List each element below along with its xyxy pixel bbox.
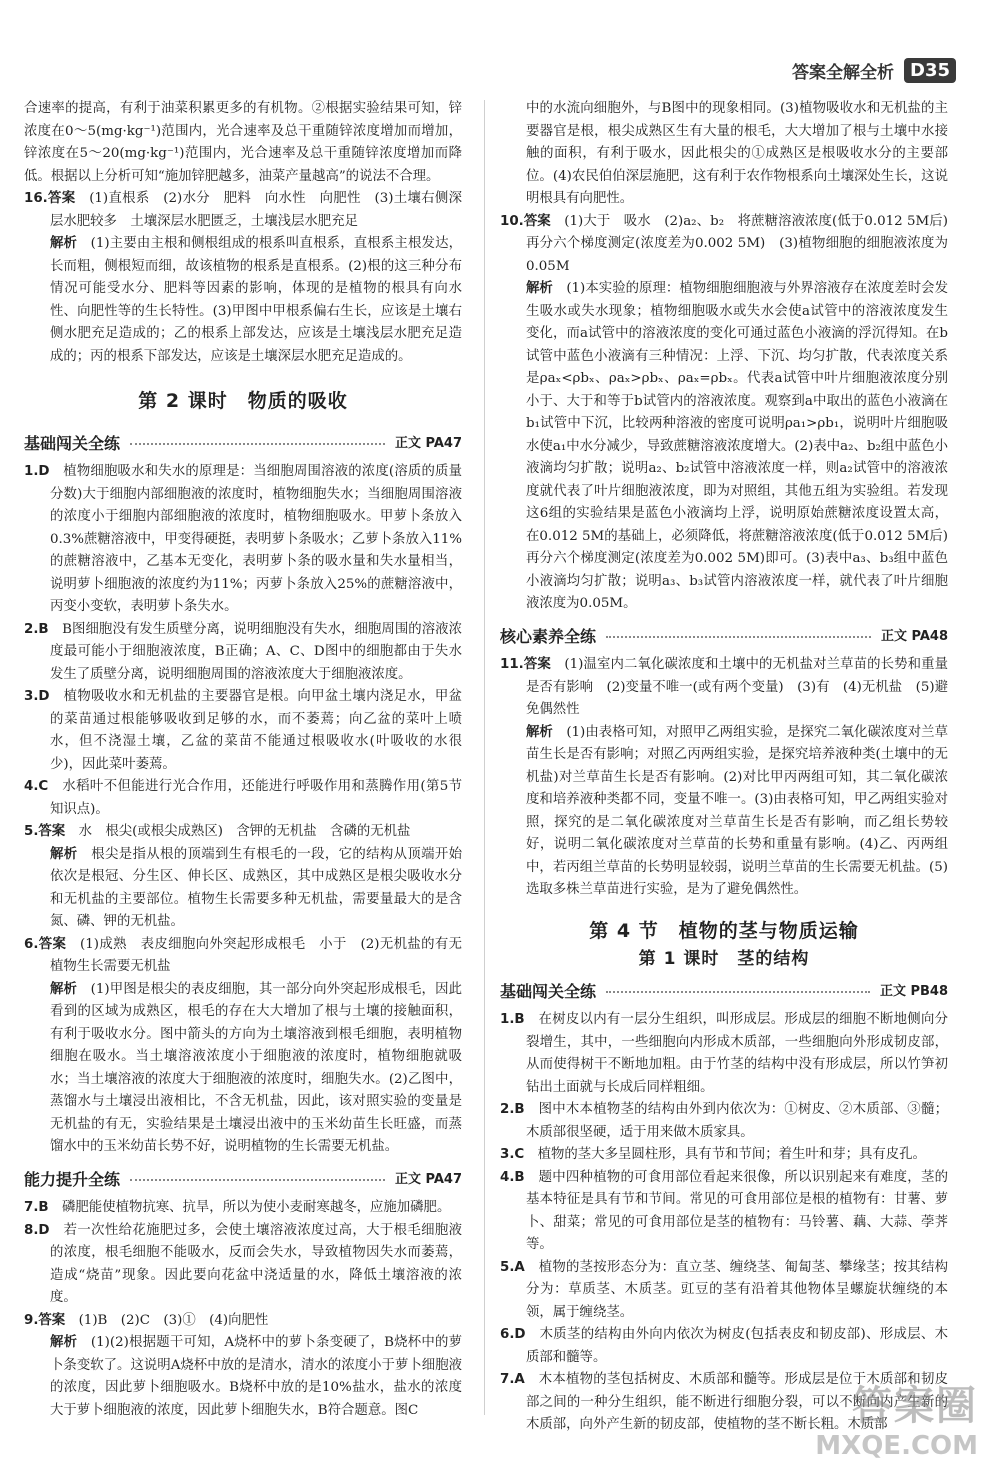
analysis-label: 解析 bbox=[50, 981, 78, 997]
watermark-logo: 答案圈 bbox=[852, 1383, 978, 1429]
analysis-text: 根尖是指从根的顶端到生有根毛的一段，它的结构从顶端开始依次是根冠、分生区、伸长区、成熟区，其中成熟区是根尖吸收水分和无机盐的主要部位。植物生长需要多种无机盐，需要量最大的是含氮、磷、钾的无机盐。 bbox=[50, 846, 463, 929]
analysis-label: 解析 bbox=[526, 724, 553, 740]
q-number: 1.D bbox=[24, 464, 50, 479]
answer-label: 答案 bbox=[38, 936, 67, 952]
analysis-10 bbox=[500, 278, 948, 616]
answer-text: (1)成熟 表皮细胞向外突起形成根毛 小于 (2)无机盐的有无 植物生长需要无机盐 bbox=[50, 936, 476, 974]
q-number: 9. bbox=[24, 1312, 39, 1328]
question-r4 bbox=[500, 1167, 948, 1257]
analysis-label: 解析 bbox=[526, 281, 553, 296]
q-text: 图中木本植物茎的结构由外到内依次为：①树皮、②木质部、③髓；木质部很坚硬，适于用来做木质家具。 bbox=[526, 1102, 949, 1140]
question-r3 bbox=[500, 1144, 948, 1167]
section-dotted-line bbox=[130, 443, 385, 445]
analysis-9 bbox=[24, 1332, 462, 1422]
analysis-11 bbox=[500, 722, 948, 902]
analysis-text: (1)(2)根据题干可知，A烧杯中的萝卜条变硬了，B烧杯中的萝卜条变软了。这说明A烧杯中放的是清水，清水的浓度小于萝卜细胞液的浓度，因此萝卜细胞吸水。B烧杯中放的是10%盐水，盐水的浓度大于萝卜细胞液的浓度，因此萝卜细胞失水，B符合题意。图C bbox=[50, 1335, 463, 1418]
section-header-basic-2 bbox=[500, 981, 948, 1004]
analysis-5 bbox=[24, 844, 462, 934]
q-number: 10. bbox=[500, 213, 524, 229]
section-title: 第 4 节 植物的茎与物质运输 bbox=[589, 919, 859, 942]
q-number: 3.D bbox=[24, 689, 50, 704]
q-number: 11. bbox=[500, 657, 524, 672]
answer-label: 答案 bbox=[523, 657, 551, 672]
section-ref: 正文 PA47 bbox=[394, 1171, 462, 1187]
q-number: 7.B bbox=[24, 1200, 49, 1215]
question-r5 bbox=[500, 1257, 948, 1325]
header-title: 答案全解全析 bbox=[792, 63, 894, 83]
question-r6 bbox=[500, 1324, 948, 1369]
analysis-label: 解析 bbox=[50, 1335, 78, 1350]
question-9 bbox=[24, 1310, 462, 1333]
analysis-6 bbox=[24, 979, 462, 1159]
q-text: 植物的茎大多呈圆柱形，具有节和节间；着生叶和芽；具有皮孔。 bbox=[537, 1147, 926, 1162]
q-number: 6. bbox=[24, 936, 39, 952]
question-3 bbox=[24, 686, 462, 776]
answer-label: 答案 bbox=[47, 191, 76, 206]
question-10 bbox=[500, 211, 948, 279]
q-number: 16. bbox=[24, 191, 48, 206]
analysis-text: (1)本实验的原理：植物细胞细胞液与外界溶液存在浓度差时会发生吸水或失水现象；植物细胞吸水或失水会使a试管中的溶液浓度发生变化，而a试管中的溶液浓度的变化可通过蓝色小液滴的浮沉得知。在b试管中蓝色小液滴有三种情况：上浮、下沉、均匀扩散，代表浓度关系是ρaₓ<ρbₓ、ρaₓ>ρbₓ、ρaₓ=ρbₓ。代表a试管中叶片细胞液浓度分别小于、大于和等于b试管内的溶液浓度。观察到a中取出的蓝色小液滴在b₁试管中下沉，比较两种溶液的密度可说明ρa₁>ρb₁，说明叶片细胞吸水使a₁中水分减少，导致蔗糖溶液浓度增大。(2)表中a₂、b₂组中蓝色小液滴均匀扩散；说明a₂、b₂试管中溶液浓度一样，则a₂试管中的溶液浓度就代表了叶片细胞液浓度，即为对照组，其他五组为实验组。若发现这6组的实验结果是蓝色小液滴均上浮，说明原始蔗糖浓度设置太高，在0.012 5M的基础上，必须降低，将蔗糖溶液浓度(低于0.012 5M后)再分六个梯度测定(浓度差为0.002 5M)即可。(3)表中a₃、b₃组中蓝色小液滴均匀扩散；说明a₃、b₃试管内溶液浓度一样，就代表了叶片细胞液浓度为0.05M。 bbox=[526, 281, 949, 611]
analysis-text: (1)由表格可知，对照甲乙两组实验，是探究二氧化碳浓度对兰草苗生长是否有影响；对照乙丙两组实验，是探究培养液种类(土壤中的无机盐)对兰草苗生长是否有影响。(2)对比甲丙两组可知，其二氧化碳浓度和培养液种类都不同，变量不唯一。(3)由表格可知，甲乙两组实验对照，探究的是二氧化碳浓度对兰草苗生长是否有影响，而乙组长势较好，说明二氧化碳浓度对兰草苗的长势和重量有影响。(4)乙、丙两组中，若丙组兰草苗的长势明显较弱，说明兰草苗的生长需要无机盐。(5)选取多株兰草苗进行实验，是为了避免偶然性。 bbox=[526, 724, 949, 897]
section-name: 基础闯关全练 bbox=[500, 981, 597, 1001]
section-name: 能力提升全练 bbox=[24, 1169, 121, 1189]
q-number: 2.B bbox=[500, 1102, 525, 1117]
q-text: 植物吸收水和无机盐的主要器官是根。向甲盆土壤内浇足水，甲盆的菜苗通过根能够吸收到足够的水，而不萎蔫；向乙盆的菜叶上喷水，但不浇湿土壤，乙盆的菜苗不能通过根吸收水(叶吸收的水很少)，因此菜叶萎蔫。 bbox=[50, 689, 462, 772]
analysis-label: 解析 bbox=[50, 846, 78, 862]
answer-label: 答案 bbox=[523, 213, 551, 229]
section-ref: 正文 PA47 bbox=[394, 435, 462, 451]
paragraph-continued: 合速率的提高，有利于油菜积累更多的有机物。②根据实验结果可知，锌浓度在0～5(mg·kg⁻¹)范围内，光合速率及总干重随锌浓度增加而增加，锌浓度在5～20(mg·kg⁻¹)范围内，光合速率及总干重随锌浓度增加而降低。根据以上分析可知“施加锌肥越多，油菜产量越高”的说法不合理。 bbox=[24, 101, 462, 184]
question-16 bbox=[24, 188, 462, 233]
watermark bbox=[815, 1374, 978, 1461]
q-number: 2.B bbox=[24, 621, 49, 637]
question-r2 bbox=[500, 1099, 948, 1144]
answer-label: 答案 bbox=[38, 824, 66, 839]
question-8 bbox=[24, 1220, 462, 1310]
question-2 bbox=[24, 619, 462, 687]
section-dotted-line bbox=[606, 991, 870, 993]
question-6 bbox=[24, 934, 476, 979]
section-dotted-line bbox=[130, 1179, 385, 1181]
section-header-core bbox=[500, 626, 948, 649]
paragraph-continued: 中的水流向细胞外，与B图中的现象相同。(3)植物吸收水和无机盐的主要器官是根，根尖成熟区生有大量的根毛，大大增加了根与土壤中水接触的面积，有利于吸水，因此根尖的①成熟区是根吸收水分的主要部位。(4)农民伯伯深层施肥，这有利于农作物根系向土壤深处生长，这说明根具有向肥性。 bbox=[526, 101, 948, 206]
q-number: 1.B bbox=[500, 1012, 525, 1027]
answer-text: 水 根尖(或根尖成熟区) 含钾的无机盐 含磷的无机盐 bbox=[78, 824, 411, 839]
q-number: 6.D bbox=[500, 1327, 526, 1342]
q-number: 7.A bbox=[500, 1372, 525, 1387]
analysis-label: 解析 bbox=[50, 236, 78, 251]
column-divider bbox=[484, 100, 485, 1415]
q-text: 植物细胞吸水和失水的原理是：当细胞周围溶液的浓度(溶质的质量分数)大于细胞内部细胞液的浓度时，植物细胞失水；当细胞周围溶液的浓度小于细胞内部细胞液的浓度时，植物细胞吸水。甲萝卜条放入0.3%蔗糖溶液中，甲变得硬挺，表明萝卜条吸水；乙萝卜条放入11%的蔗糖溶液中，乙基本无变化，表明萝卜条的吸水量和失水量相当，说明萝卜细胞液的浓度约为11%；丙萝卜条放入25%的蔗糖溶液中，丙变小变软，表明萝卜条失水。 bbox=[50, 464, 462, 614]
q-text: 在树皮以内有一层分生组织，叫形成层。形成层的细胞不断地侧向分裂增生，其中，一些细胞向内形成木质部，一些细胞向外形成韧皮部，从而使得树干不断地加粗。由于竹茎的结构中没有形成层，所以竹笋初钻出土面就与长成后同样粗细。 bbox=[526, 1012, 949, 1095]
q-number: 8.D bbox=[24, 1222, 50, 1238]
q-text: 磷肥能使植物抗寒、抗旱，所以为使小麦耐寒越冬，应施加磷肥。 bbox=[62, 1200, 451, 1215]
answer-text: (1)直根系 (2)水分 肥料 向水性 向肥性 (3)土壤右侧深层水肥较多 土壤深层水肥匮乏，土壤浅层水肥充足 bbox=[50, 191, 463, 229]
question-r1 bbox=[500, 1009, 948, 1099]
q-text: 题中四种植物的可食用部位看起来很像，所以识别起来有难度，茎的基本特征是具有节和节间。常见的可食用部位是根的植物有：甘薯、萝卜、甜菜；常见的可食用部位是茎的植物有：马铃薯、藕、大蒜、荸荠等。 bbox=[526, 1169, 949, 1252]
q-number: 5.A bbox=[500, 1259, 525, 1275]
q-text: 木本植物的茎包括树皮、木质部和髓等。形成层是位于木质部和韧皮部之间的一种分生组织，能不断进行细胞分裂，可以不断向内产生新的木质部，向外产生新的韧皮部，使植物的茎不断长粗。木质部 bbox=[526, 1372, 949, 1432]
question-1 bbox=[24, 461, 462, 619]
question-5 bbox=[24, 821, 462, 844]
lesson-title: 第 2 课时 物质的吸收 bbox=[138, 390, 348, 412]
q-text: B图细胞没有发生质壁分离，说明细胞没有失水，细胞周围的溶液浓度最可能小于细胞液浓度，B正确；A、C、D图中的细胞都由于失水发生了质壁分离，说明细胞周围的溶液浓度大于细胞液浓度。 bbox=[50, 621, 463, 682]
analysis-16 bbox=[24, 233, 462, 368]
page-number: D35 bbox=[904, 58, 956, 83]
page-header bbox=[792, 58, 956, 83]
question-11 bbox=[500, 654, 948, 722]
answer-text: (1)B (2)C (3)① (4)向肥性 bbox=[78, 1312, 269, 1328]
q-text: 植物的茎按形态分为：直立茎、缠绕茎、匍匐茎、攀缘茎；按其结构分为：草质茎、木质茎。豇豆的茎有沿着其他物体呈螺旋状缠绕的本领，属于缠绕茎。 bbox=[526, 1259, 949, 1320]
watermark-url: MXQE.COM bbox=[815, 1431, 978, 1461]
lesson-title: 第 1 课时 茎的结构 bbox=[638, 949, 810, 969]
section-ref: 正文 PA48 bbox=[880, 628, 948, 644]
analysis-text: (1)主要由主根和侧根组成的根系叫直根系，直根系主根发达，长而粗，侧根短而细，故该植物的根系是直根系。(2)根的这三种分布情况可能受水分、肥料等因素的影响，体现的是植物的根具有向水性、向肥性等的生长特性。(3)甲图中甲根系偏右生长，应该是土壤右侧水肥充足造成的；乙的根系上部发达，应该是土壤浅层水肥充足造成的；丙的根系下部发达，应该是土壤深层水肥充足造成的。 bbox=[50, 236, 463, 364]
section-ref: 正文 PB48 bbox=[879, 983, 948, 999]
analysis-text: (1)甲图是根尖的表皮细胞，其一部分向外突起形成根毛，因此看到的区域为成熟区，根毛的存在大大增加了根与土壤的接触面积，有利于吸收水分。图中箭头的方向为土壤溶液到根毛细胞，表明植物细胞在吸水。当土壤溶液浓度小于细胞液的浓度时，植物细胞就吸水；当土壤溶液的浓度大于细胞液的浓度时，细胞失水。(2)乙图中，蒸馏水与土壤浸出液相比，不含无机盐，因此，该对照实验的变量是无机盐的有无，实验结果是土壤浸出液中的玉米幼苗生长旺盛，而蒸馏水中的玉米幼苗长势不好，说明植物的生长需要无机盐。 bbox=[50, 981, 463, 1154]
question-4 bbox=[24, 776, 462, 821]
right-column bbox=[500, 98, 948, 1437]
q-text: 若一次性给花施肥过多，会使土壤溶液浓度过高，大于根毛细胞液的浓度，根毛细胞不能吸水，反而会失水，导致植物因失水而萎蔫，造成“烧苗”现象。因此要向花盆中浇适量的水，降低土壤溶液的浓度。 bbox=[50, 1222, 462, 1305]
q-text: 木质茎的结构由外向内依次为树皮(包括表皮和韧皮部)、形成层、木质部和髓等。 bbox=[526, 1327, 949, 1365]
section-header-basic bbox=[24, 433, 462, 456]
q-number: 3.C bbox=[500, 1147, 525, 1162]
answer-text: (1)大于 吸水 (2)a₂、b₂ 将蔗糖溶液浓度(低于0.012 5M后)再分六个梯度测定(浓度差为0.002 5M) (3)植物细胞的细胞液浓度为0.05M bbox=[526, 213, 949, 274]
section-name: 核心素养全练 bbox=[500, 626, 597, 646]
q-number: 4.C bbox=[24, 779, 49, 794]
answer-label: 答案 bbox=[38, 1312, 66, 1328]
section-name: 基础闯关全练 bbox=[24, 433, 121, 453]
q-text: 水稻叶不但能进行光合作用，还能进行呼吸作用和蒸腾作用(第5节知识点)。 bbox=[50, 779, 463, 817]
q-number: 4.B bbox=[500, 1169, 525, 1185]
left-column bbox=[24, 98, 476, 1422]
q-number: 5. bbox=[24, 824, 39, 839]
question-7 bbox=[24, 1197, 462, 1220]
section-header-ability bbox=[24, 1169, 462, 1192]
answer-text: (1)温室内二氧化碳浓度和土壤中的无机盐对兰草苗的长势和重量是否有影响 (2)变量不唯一(或有两个变量) (3)有 (4)无机盐 (5)避免偶然性 bbox=[526, 657, 949, 717]
section-dotted-line bbox=[606, 636, 871, 638]
